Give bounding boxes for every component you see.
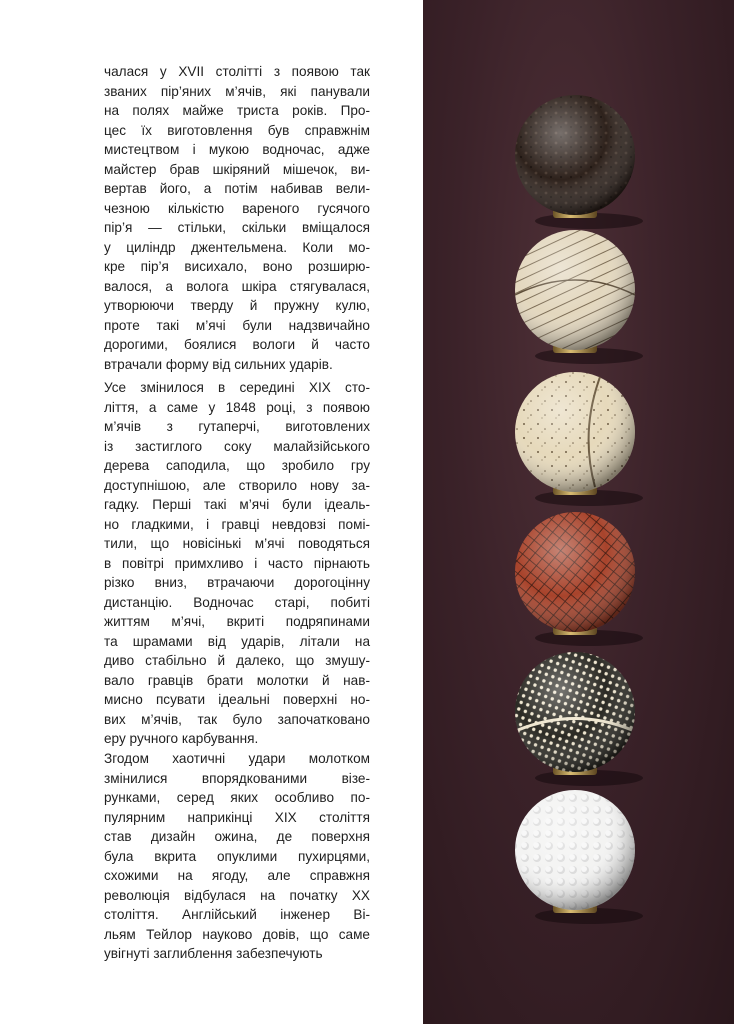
text-line: революція відбулася на початку XX	[104, 887, 370, 903]
bramble-ball	[515, 652, 643, 786]
golf-balls-illustration	[423, 0, 734, 1024]
text-line: увігнуті заглиблення забезпечують	[104, 946, 323, 961]
text-line: на полях майже триста років. Про-	[104, 103, 370, 118]
text-line: чезною кількістю вареного гусячого	[104, 200, 370, 216]
text-line: втрачали форму від сильних ударів.	[104, 356, 333, 372]
text-line: проте такі м’ячі були надзвичайно	[104, 317, 370, 333]
text-line: чалася у XVII столітті з появою так	[104, 64, 370, 79]
text-line: гадку. Перші такі м’ячі були ідеаль-	[104, 497, 370, 512]
dimpled-ball	[515, 790, 643, 924]
text-line: тили, що новісінькі м’ячі поводяться	[104, 536, 370, 551]
text-line: ліття, а саме у 1848 році, з появою	[104, 399, 370, 415]
text-line: цес їх виготовлення був справжнім	[104, 122, 370, 138]
text-line: у циліндр джентельмена. Коли мо-	[104, 239, 370, 255]
text-line: дистанцію. Водночас старі, побиті	[104, 594, 370, 610]
ball-shading	[515, 790, 635, 910]
text-line: змінилися впорядкованими візе-	[104, 770, 370, 786]
text-line: утворюючи тверду й пружну кулю,	[104, 298, 370, 313]
ball-shading	[515, 372, 635, 492]
gutta-percha-ball	[515, 372, 643, 506]
text-line: вих м’ячів, так було започатковано	[104, 711, 370, 727]
text-line: но гладкими, і гравці невдовзі помі-	[104, 516, 370, 532]
text-line: була вкрита опуклими пухирцями,	[104, 848, 370, 864]
text-line: м’ячів з гутаперчі, виготовлених	[104, 419, 370, 434]
text-line: став дизайн ожина, де поверхня	[104, 829, 370, 844]
paragraph-dimples	[104, 749, 370, 964]
text-line: та шрамами від ударів, літали на	[104, 633, 370, 649]
text-line: пулярним наприкінці XIX століття	[104, 809, 370, 825]
text-line: дорогими, боялися вологи й часто	[104, 337, 370, 352]
text-line: диво стабільно й далеко, що змушу-	[104, 653, 370, 668]
text-line: еру ручного карбування.	[104, 731, 259, 746]
ball-shading	[515, 512, 635, 632]
text-line: вертав його, а потім набивав вели-	[104, 181, 370, 196]
text-line: століття. Англійський інженер Ві-	[104, 907, 370, 922]
text-line: кре пір’я висихало, воно розширю-	[104, 259, 370, 274]
text-line: рунками, серед яких особливо по-	[104, 790, 370, 805]
text-line: в повітрі примхливо і часто пірнають	[104, 555, 370, 571]
text-line: Згодом хаотичні удари молотком	[104, 751, 370, 766]
red-mesh-ball	[515, 512, 643, 646]
text-line: валося, а волога шкіра стягувалася,	[104, 278, 370, 294]
ball-shading	[515, 652, 635, 772]
text-line: із застиглого соку малайзійського	[104, 438, 370, 454]
paragraph-feathery	[104, 62, 370, 374]
text-line: вало гравців брати молотки й нав-	[104, 672, 370, 688]
text-line: званих пір’яних м’ячів, які панували	[104, 83, 370, 99]
text-line: майстер брав шкіряний мішечок, ви-	[104, 161, 370, 177]
text-line: дерева саподила, що зробило гру	[104, 458, 370, 473]
text-line: льям Тейлор науково довів, що саме	[104, 926, 370, 942]
ball-shading	[515, 95, 635, 215]
ball-shading	[515, 230, 635, 350]
text-line: Усе змінилося в середині XIX сто-	[104, 380, 370, 395]
golf-balls-photo	[423, 0, 734, 1024]
hand-hammered-gutty-ball	[515, 230, 643, 364]
text-line: життям м’ячі, вкриті подряпинами	[104, 614, 370, 629]
text-line: мисно псувати ідеальні поверхні но-	[104, 692, 370, 707]
text-line: мистецтвом і мукою водночас, адже	[104, 142, 370, 157]
text-line: пір’я — стільки, скільки вміщалося	[104, 220, 370, 235]
text-line: доступнішою, але створило нову за-	[104, 477, 370, 493]
text-line: різко вниз, втрачаючи дорогоцінну	[104, 575, 370, 590]
paragraph-gutta-percha	[104, 378, 370, 749]
text-line: схожими на ягоду, але справжня	[104, 868, 370, 883]
feathery-ball	[515, 95, 643, 229]
